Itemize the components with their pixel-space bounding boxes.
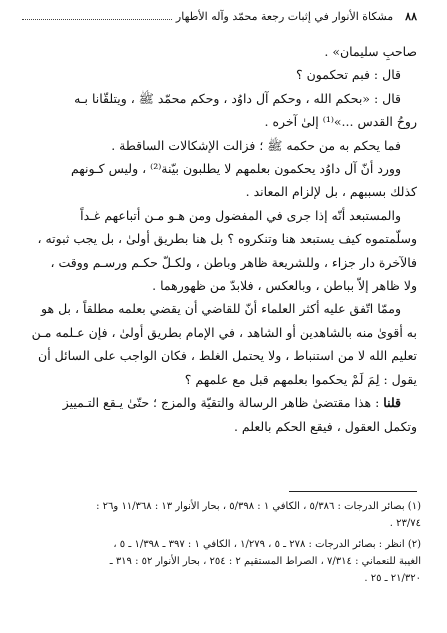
text-line: وتكمل العقول ، فيقع الحكم بالعلم .: [233, 418, 417, 434]
text-line: تعليم الله لا من استنباط ، ولا يحتمل الغلط ، فكان الواجب على السائل أن: [38, 348, 417, 364]
text-line: وممّا اتّفق عليه أكثر العلماء أنّ للقاضي أن يقضي بعلمه مطلقاً ، بل هو: [41, 301, 401, 317]
text-line: به أقوىٰ منه بالشاهدين أو الشاهد ، في الإمام بطريق أولىٰ ، فإن عـلمه مـن: [31, 324, 417, 340]
page-number: ٨٨: [405, 10, 417, 23]
text-line: والمستبعد أنّه إذا جرى في المفضول ومن هـو مـن أتباعهم غـداً: [80, 207, 401, 223]
text-line: فما يحكم به من حكمه ﷺ ؛ فزالت الإشكالات الساقطة .: [111, 137, 401, 153]
emphasis-word: قلنا: [383, 395, 401, 411]
text-line: روحُ القدس ...»⁽¹⁾ إلىٰ آخره .: [264, 114, 417, 130]
running-header: [22, 8, 417, 26]
text-line: وسلّمتموه كيف يستبعد هنا وتنكروه ؟ بل هنا بطريق أولىٰ ، بل يجب ثبوته ،: [37, 231, 417, 247]
footnote-line: (١) بصائر الدرجات : ٥/٣٨٦ ، الكافي ١ : ٥/٣٩٨ ، بحار الأنوار ١٣ : ١١/٣٦٨ و٢٦ :: [96, 501, 421, 512]
text-line: ولا ظاهر إلاّ بباطن ، وبالعكس ، فلابدّ من ظهورهما .: [152, 278, 417, 294]
text-line: يقول : لِمَ لَمْ يحكموا بعلمهم قبل مع علمهم ؟: [184, 371, 417, 387]
main-text: [28, 40, 417, 438]
footnote-line: الغيبة للنعماني : ٧/٣١٤ ، الصراط المستقيم ٢ : ٢٥٤ ، بحار الأنوار ٥٢ : ٣١٩ ـ: [109, 556, 421, 567]
text-line: وورد أنّ آل داوُد يحكمون بعلمهم لا يطلبون بيّنة⁽²⁾ ، وليس كـونهم: [70, 161, 401, 177]
footnotes: [20, 498, 421, 591]
footnote-line: (٢) انظر : بصائر الدرجات : ٢٧٨ ـ ٥ ، ١/٢٧٩ ، الكافي ١ : ٣٩٧ ـ ١/٣٩٨ ـ ٥ ،: [113, 539, 421, 550]
text-line: قال : فبم تحكمون ؟: [296, 67, 401, 83]
footnote-2: [20, 536, 421, 587]
text-line: كذلك بسببهم ، بل لإلزام المعاند .: [245, 184, 417, 200]
text-line: قلنا : هذا مقتضىٰ ظاهر الرسالة والتقيّة والمزج ؛ حتّىٰ يـقع التـمييز: [62, 395, 401, 411]
footnote-separator: [289, 491, 417, 492]
footnote-line: ٢١/٣٢٠ ـ ٢٥ .: [364, 573, 421, 584]
footnote-line: ٢٣/٧٤ .: [389, 518, 421, 529]
footnote-1: [20, 498, 421, 532]
running-title: مشكاة الأنوار في إثبات رجعة محمّد وآله الأطهار: [175, 10, 394, 23]
header-dotted-leader: [22, 19, 172, 20]
text-line: فالآخرة دار جزاء ، وللشريعة ظاهر وباطن ، ولكـلّ حكـم ورسـم ووقت ،: [50, 254, 417, 270]
text-line: صاحبِ سليمان» .: [324, 44, 417, 59]
text-line: قال : «بحكم الله ، وحكم آل داوُد ، وحكم محمّد ﷺ ، ويتلقّانا بـه: [74, 90, 401, 106]
